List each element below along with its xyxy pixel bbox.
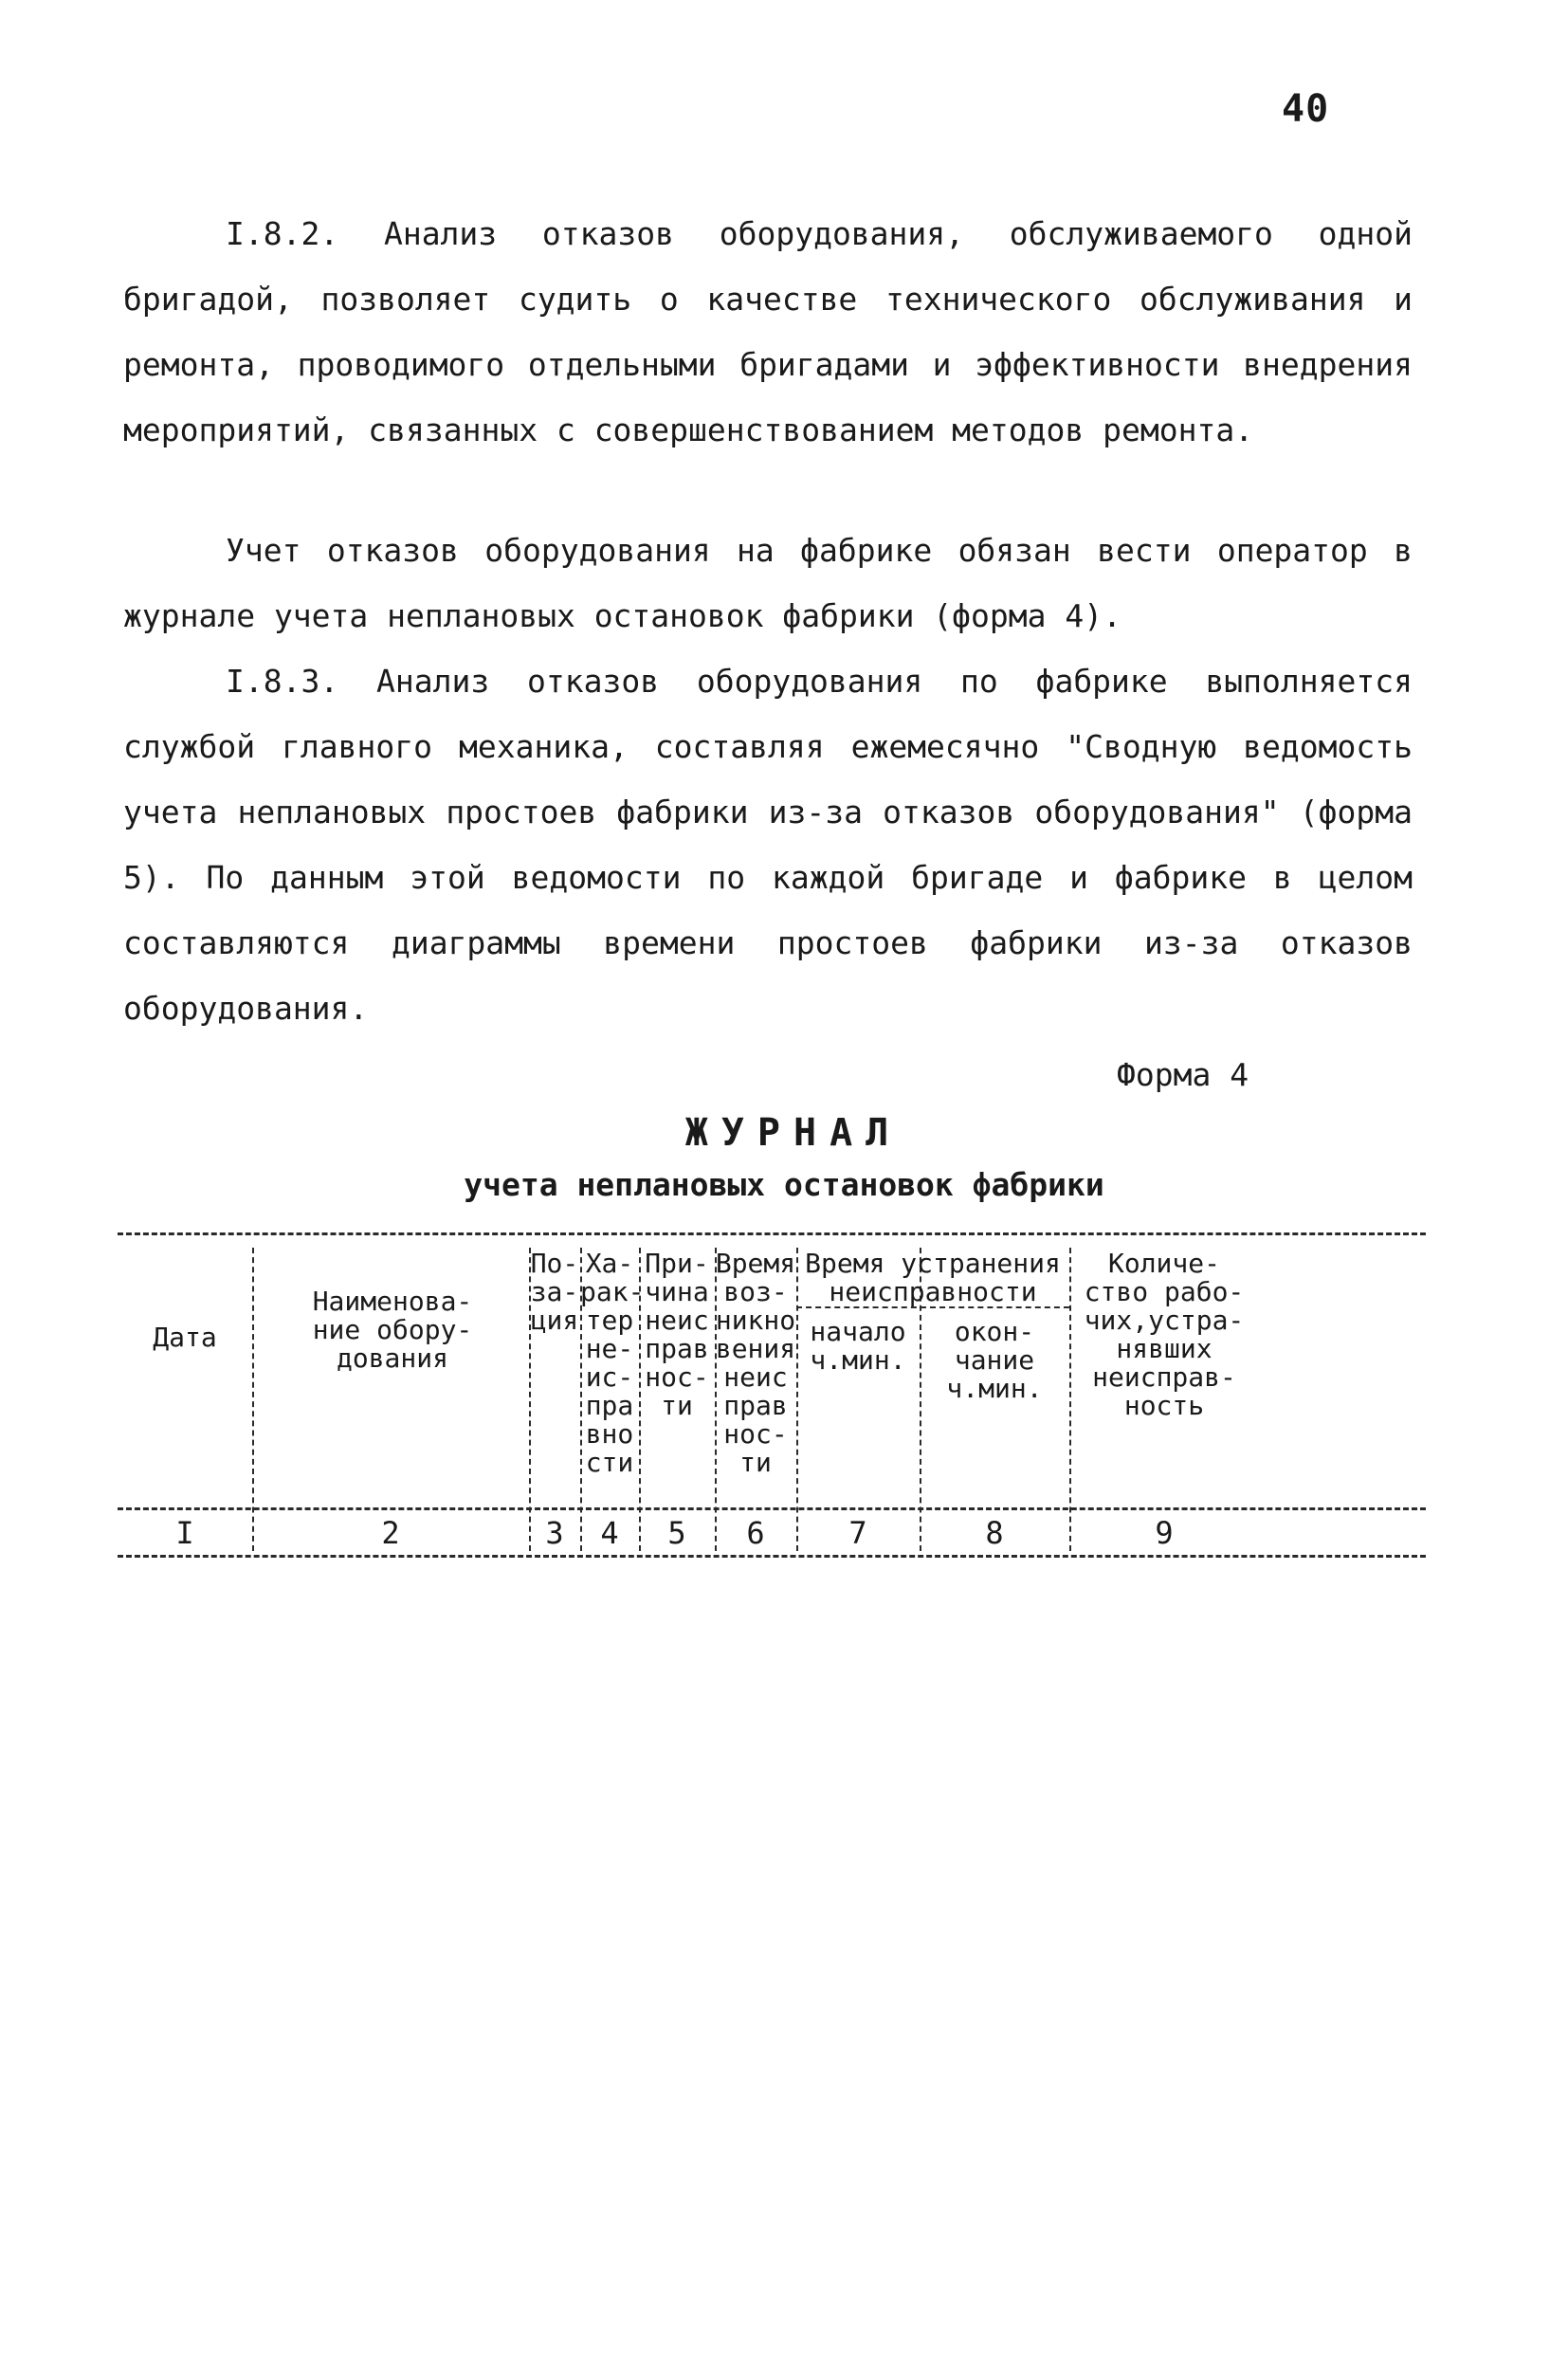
column-header-group-repair-time: Время устранения неисправности [805,1248,1061,1307]
column-divider [252,1248,254,1551]
column-number: 8 [985,1515,1004,1551]
table-bottom-rule [118,1555,1426,1558]
paragraph-accounting [123,518,1413,648]
column-header-start: начало ч.мин. [810,1316,906,1376]
column-header-workers: Количе- ство рабо- чих,устра- нявших неисправ- ность [1084,1248,1245,1421]
journal-title: ЖУРНАЛ [684,1111,903,1155]
column-header-position: По- за- ция [530,1248,579,1336]
column-number: 3 [545,1515,564,1551]
paragraph-text: I.8.3. Анализ отказов оборудования по фабрике выполняется службой главного механика, составляя ежемесячно "Сводную ведомость учета неплановых простоев фабрики из-за отказов оборудования" (форма 5). По данным этой ведомости по каждой бригаде и фабрике в целом составляются диаграммы времени простоев фабрики из-за отказов оборудования. [123,663,1413,1027]
journal-subtitle: учета неплановых остановок фабрики [464,1166,1104,1203]
column-header-equipment: Наименова- ние обору- дования [312,1286,473,1374]
paragraph-1-8-3 [123,648,1413,1041]
column-number: 9 [1155,1515,1174,1551]
paragraph-text: Учет отказов оборудования на фабрике обязан вести оператор в журнале учета неплановых остановок фабрики (форма 4). [123,532,1413,634]
table-top-rule [118,1232,1426,1235]
journal-table [118,1232,1426,1574]
column-number: I [175,1515,194,1551]
column-number: 5 [667,1515,686,1551]
paragraph-text: I.8.2. Анализ отказов оборудования, обслуживаемого одной бригадой, позволяет судить о качестве технического обслуживания и ремонта, проводимого отдельными бригадами и эффективности внедрения мероприятий, связанных с совершенствованием методов ремонта. [123,215,1413,448]
column-header-fault-time: Время воз- никно вения неис прав нос- ти [715,1248,796,1478]
column-number: 6 [746,1515,765,1551]
table-header-rule [118,1507,1426,1510]
column-number: 7 [848,1515,867,1551]
page-number: 40 [1282,87,1330,131]
column-number: 2 [381,1515,400,1551]
form-label: Форма 4 [1117,1056,1249,1093]
column-number: 4 [600,1515,619,1551]
column-header-fault-type: Ха- рак- тер не- ис- пра вно сти [580,1248,645,1478]
column-header-date: Дата [153,1322,217,1353]
paragraph-1-8-2 [123,201,1413,463]
column-header-end: окон- чание ч.мин. [946,1316,1043,1404]
column-header-fault-cause: При- чина неис прав нос- ти [645,1248,709,1421]
